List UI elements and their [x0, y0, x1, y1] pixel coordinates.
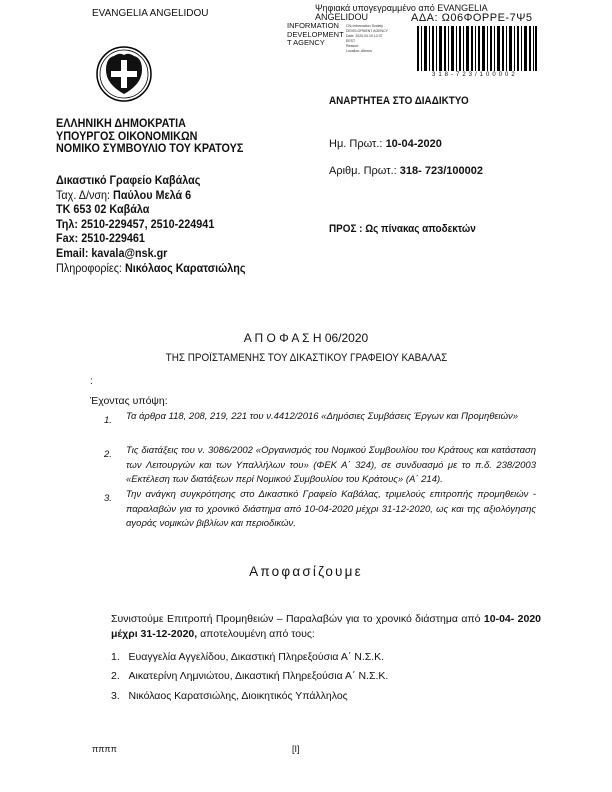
- postal-code: ΤΚ 653 02 Καβάλα: [56, 202, 150, 217]
- recipients-label: ΠΡΟΣ : Ως πίνακας αποδεκτών: [329, 223, 476, 235]
- greek-emblem-icon: [96, 46, 152, 102]
- signature-detail-line: Date: 2020.04.10 13:37: [346, 34, 383, 38]
- member-name: Νικόλαος Καρατσιώλης, Διοικητικός Υπάλληλος: [128, 690, 348, 702]
- decision-title: Α Π Ο Φ Α Σ Η 06/2020: [243, 331, 369, 345]
- signature-agency-line: T AGENCY: [287, 38, 325, 47]
- signature-details: [346, 24, 388, 54]
- post-online-label: ΑΝΑΡΤΗΤΕΑ ΣΤΟ ΔΙΑΔΙΚΤΥΟ: [329, 95, 469, 107]
- protocol-date-value: 10-04-2020: [385, 138, 442, 150]
- page-number: [I]: [292, 744, 300, 754]
- email-address: Email: kavala@nsk.gr: [56, 245, 168, 260]
- header-office-block: [56, 173, 267, 275]
- member-num: 3.: [111, 690, 120, 702]
- protocol-number: [329, 165, 483, 177]
- member-item: [111, 690, 348, 702]
- signature-detail-line: Location: Athens: [346, 49, 372, 53]
- header-org-block: [56, 117, 264, 155]
- ada-code: ΑΔΑ: Ω06ΦΟΡΡΕ-7Ψ5: [411, 12, 533, 24]
- paragraph-date-start: 10-04-: [483, 613, 515, 625]
- paragraph-text: Συνιστούμε Επιτροπή Προμηθειών – Παραλαβών για το χρονικό διάστημα από: [111, 613, 484, 625]
- member-item: [111, 670, 388, 682]
- considering-item-2-num: 2.: [104, 449, 112, 460]
- member-num: 2.: [111, 670, 120, 682]
- signature-detail-line: EEST: [346, 39, 356, 43]
- signature-name-left: EVANGELIA ANGELIDOU: [92, 8, 209, 19]
- info-value: Νικόλαος Καρατσιώλης: [124, 260, 246, 275]
- signature-agency-line: DEVELOPMENT: [287, 29, 344, 39]
- org-republic: ΕΛΛΗΝΙΚΗ ΔΗΜΟΚΡΑΤΙΑ: [56, 116, 186, 130]
- considering-item-2: Τις διατάξεις του ν. 3086/2002 «Οργανισμός του Νομικού Συμβουλίου του Κράτους και κατάσταση των Λειτουργών και των Υπαλλήλων του» (ΦΕΚ Α΄ 324), σε συνδυασμό με το π.δ. 238/2003 «Εκτέλεση των διατάξεων περί Νομικού Συμβουλίου του Κράτους» (Α΄ 214).: [126, 445, 536, 485]
- office-name: Δικαστικό Γραφείο Καβάλας: [56, 173, 201, 187]
- considering-item-1-num: 1.: [104, 415, 112, 426]
- signature-detail-line: Reason:: [346, 44, 360, 48]
- considering-item-3: Την ανάγκη συγκρότησης στο Δικαστικό Γραφείο Καβάλας, τριμελούς επιτροπής προμηθειών - παραλαβών για το χρονικό διάστημα από 10-04-2020 μέχρι 31-12-2020, ως και της αξιολόγησης αγοράς νομικών βιβλίων και περιοδικών.: [126, 489, 536, 529]
- member-item: [111, 651, 384, 663]
- info-label: Πληροφορίες:: [56, 260, 122, 275]
- footer-initials: ππππ: [92, 744, 117, 754]
- org-ministry: ΥΠΟΥΡΓΟΣ ΟΙΚΟΝΟΜΙΚΩΝ: [56, 128, 198, 143]
- member-num: 1.: [111, 651, 120, 663]
- considering-item-3-num: 3.: [104, 493, 112, 504]
- we-decide-heading: Αποφασίζουμε: [249, 564, 363, 579]
- protocol-number-value: 318- 723/100002: [399, 165, 483, 177]
- signature-agency: [287, 22, 344, 48]
- member-name: Ευαγγελία Αγγελίδου, Δικαστική Πληρεξούσια Α΄ Ν.Σ.Κ.: [128, 651, 385, 663]
- member-name: Αικατερίνη Λημνιώτου, Δικαστική Πληρεξούσια Α΄ Ν.Σ.Κ.: [128, 670, 389, 682]
- colon-mark: :: [90, 376, 93, 387]
- signature-detail-line: DEVELOPMENT AGENCY: [346, 29, 388, 33]
- protocol-date: [329, 138, 442, 150]
- protocol-date-label: Ημ. Πρωτ.:: [329, 138, 383, 150]
- considering-item-1: Τα άρθρα 118, 208, 219, 221 του ν.4412/2016 «Δημόσιες Συμβάσεις Έργων και Προμηθειών»: [126, 411, 519, 422]
- address-value: Παύλου Μελά 6: [113, 187, 192, 202]
- barcode-icon: [417, 26, 537, 71]
- fax-number: Fax: 2510-229461: [56, 231, 145, 246]
- signature-text-right: Ψηφιακά υπογεγραμμένο από EVANGELIA ANGELIDOU: [315, 3, 488, 22]
- considering-label: Έχοντας υπόψη:: [90, 395, 168, 407]
- org-council: ΝΟΜΙΚΟ ΣΥΜΒΟΥΛΙΟ ΤΟΥ ΚΡΑΤΟΥΣ: [56, 141, 244, 155]
- tel-numbers: Τηλ: 2510-229457, 2510-224941: [56, 216, 215, 231]
- protocol-number-label: Αριθμ. Πρωτ.:: [329, 165, 397, 177]
- decision-subtitle: ΤΗΣ ΠΡΟΪΣΤΑΜΕΝΗΣ ΤΟΥ ΔΙΚΑΣΤΙΚΟΥ ΓΡΑΦΕΙΟΥ ΚΑΒΑΛΑΣ: [165, 352, 447, 364]
- signature-detail-line: CN=Information Society: [346, 24, 384, 28]
- barcode-number: 318-723/100002: [432, 72, 518, 78]
- address-label: Ταχ. Δ/νση:: [56, 187, 111, 202]
- paragraph-text-end: αποτελουμένη από τους:: [197, 628, 315, 640]
- committee-paragraph: [111, 612, 541, 642]
- signature-agency-line: INFORMATION: [287, 21, 339, 30]
- paragraph-date-end: 2020 μέχρι 31-12-2020,: [111, 613, 541, 640]
